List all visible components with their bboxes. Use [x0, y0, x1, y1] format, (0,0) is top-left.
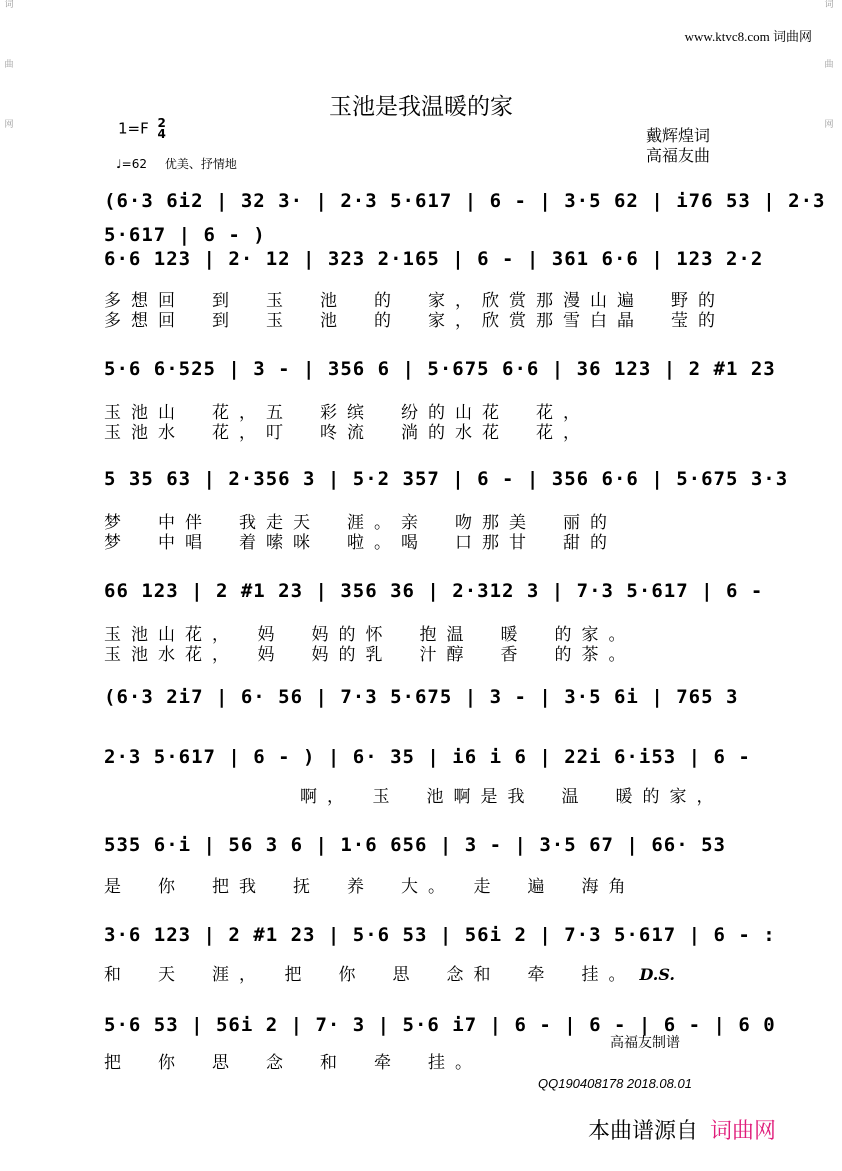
time-sig-top: 2 [157, 116, 166, 130]
lyrics-line: 玉池山花， 妈 妈的怀 抱温 暖 的家。 [104, 625, 636, 645]
time-signature [158, 118, 166, 140]
watermark-text: 词 [824, 0, 834, 10]
ds-mark: D.S. [639, 965, 675, 984]
source-line [588, 1114, 776, 1145]
site-url[interactable]: www.ktvc8.com 词曲网 [684, 29, 812, 44]
lyrics-line: 多想回 到 玉 池 的 家，欣赏那雪白晶 莹的 [104, 311, 725, 331]
contact-date: QQ190408178 2018.08.01 [538, 1076, 692, 1091]
music-line: 5·6 53 | 56i 2 | 7· 3 | 5·6 i7 | 6 - | 6 - | 6 - | 6 0 [104, 1014, 776, 1036]
composer: 高福友曲 [646, 146, 711, 165]
lyrics-text: 和 天 涯， 把 你 思 念和 牵 挂。 [104, 965, 636, 985]
lyrics-line: 梦 中唱 着嗦咪 啦。喝 口那甘 甜的 [104, 533, 617, 553]
watermark-text: 网 [824, 120, 834, 130]
source-prefix: 本曲谱源自 [588, 1119, 699, 1144]
song-title: 玉池是我温暖的家 [329, 94, 513, 120]
lyrics-line: 多想回 到 玉 池 的 家，欣赏那漫山遍 野的 [104, 291, 725, 311]
music-line: 3·6 123 | 2 #1 23 | 5·6 53 | 56i 2 | 7·3 5·617 | 6 - : [104, 924, 776, 946]
source-brand[interactable]: 词曲网 [710, 1119, 777, 1144]
lyrics-line: 啊， 玉 池啊是我 温 暖的家， [300, 787, 724, 807]
lyrics-line [104, 964, 675, 986]
music-line: 5 35 63 | 2·356 3 | 5·2 357 | 6 - | 356 6·6 | 5·675 3·3 [104, 468, 789, 490]
watermark-text: 曲 [4, 60, 14, 70]
arranger: 高福友制谱 [610, 1035, 680, 1051]
key-text: 1=F [118, 119, 149, 138]
mood-text: 优美、抒情地 [164, 157, 237, 171]
lyrics-line: 是 你 把我 抚 养 大。 走 遍 海角 [104, 877, 636, 897]
lyrics-line: 玉池水花， 妈 妈的乳 汁醇 香 的茶。 [104, 645, 636, 665]
music-line: 2·3 5·617 | 6 - ) | 6· 35 | i6 i 6 | 22i 6·i53 | 6 - [104, 746, 751, 768]
lyrics-line: 玉池山 花，五 彩缤 纷的山花 花， [104, 403, 590, 423]
music-line: 535 6·i | 56 3 6 | 1·6 656 | 3 - | 3·5 67 | 66· 53 [104, 834, 726, 856]
lyrics-line: 把 你 思 念 和 牵 挂。 [104, 1053, 482, 1073]
music-line: (6·3 6i2 | 32 3· | 2·3 5·617 | 6 - | 3·5 62 | i76 53 | 2·3 5·617 | 6 - ) [104, 190, 826, 246]
key-signature [118, 118, 166, 140]
music-line: 66 123 | 2 #1 23 | 356 36 | 2·312 3 | 7·3 5·617 | 6 - [104, 580, 764, 602]
music-line: 5·6 6·525 | 3 - | 356 6 | 5·675 6·6 | 36 123 | 2 #1 23 [104, 358, 776, 380]
credits [646, 126, 710, 166]
lyrics-line: 玉池水 花，叮 咚流 淌的水花 花， [104, 423, 590, 443]
music-line: 6·6 123 | 2· 12 | 323 2·165 | 6 - | 361 6·6 | 123 2·2 [104, 248, 764, 270]
tempo-value: ♩=62 [116, 157, 147, 171]
music-line: (6·3 2i7 | 6· 56 | 7·3 5·675 | 3 - | 3·5 6i | 765 3 [104, 686, 739, 708]
lyricist: 戴辉煌词 [646, 126, 711, 145]
tempo-marking [116, 155, 237, 172]
watermark-text: 网 [4, 120, 14, 130]
lyrics-line: 梦 中伴 我走天 涯。亲 吻那美 丽的 [104, 513, 617, 533]
watermark-text: 曲 [824, 60, 834, 70]
watermark-text: 词 [4, 0, 14, 10]
time-sig-bottom: 4 [157, 127, 166, 141]
